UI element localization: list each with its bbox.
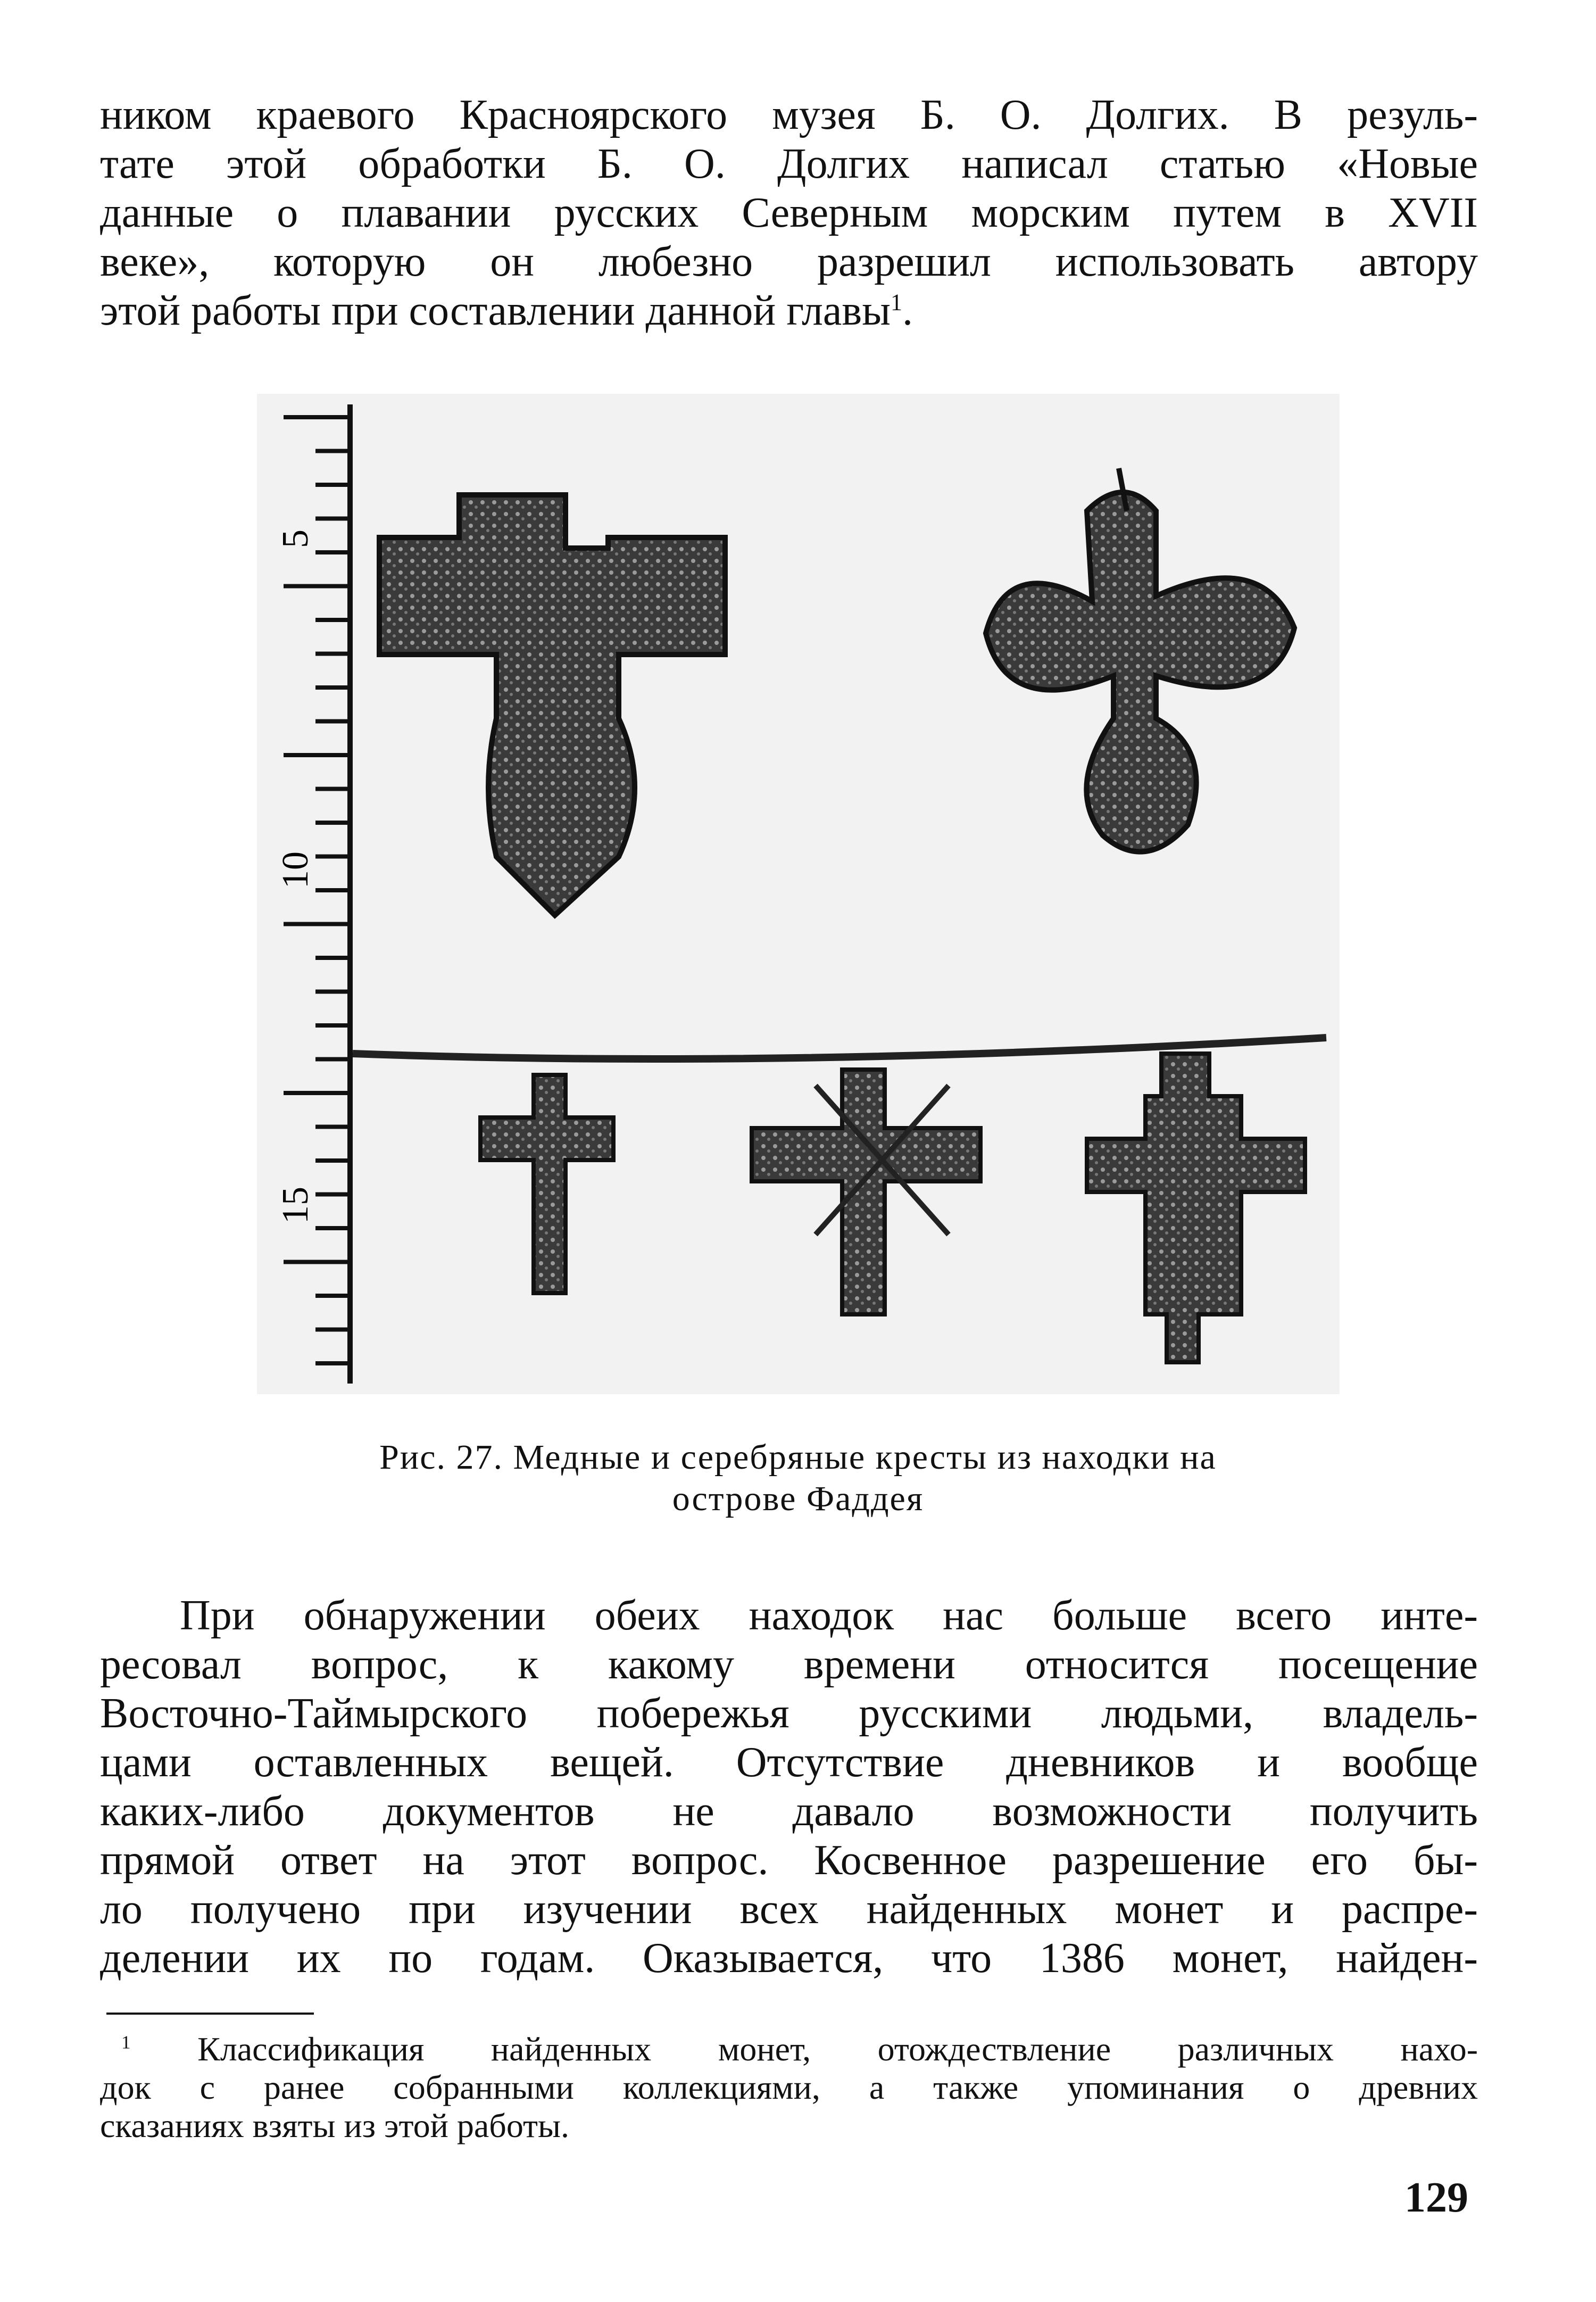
- ruler-tick: [315, 855, 353, 859]
- ruler-tick: [284, 922, 353, 926]
- ruler-tick: [315, 1361, 353, 1365]
- ruler-tick: [315, 956, 353, 960]
- body-paragraph: [100, 1591, 1478, 1983]
- caption-line: острове Фаддея: [672, 1479, 924, 1518]
- footnote: [100, 2030, 1478, 2145]
- ruler-tick: [315, 888, 353, 892]
- text-line: данные о плавании русских Северным морским путем в XVII: [100, 189, 1478, 236]
- text-line: ресовал вопрос, к какому времени относится посещение: [100, 1641, 1478, 1688]
- ruler-label-15: 15: [275, 1187, 316, 1224]
- period: .: [902, 287, 913, 334]
- ruler-tick: [315, 685, 353, 690]
- text-line-last: [100, 286, 1478, 335]
- ruler-tick: [284, 415, 353, 419]
- footnote-line: док с ранее собранными коллекциями, а также упоминания о древних: [100, 2068, 1478, 2106]
- text-line: этой работы при составлении данной главы: [100, 287, 891, 334]
- figure-caption: [245, 1437, 1351, 1520]
- page-number: 129: [1404, 2174, 1468, 2221]
- figure-photo-crosses: [257, 394, 1340, 1394]
- ruler-tick: [315, 719, 353, 724]
- footnote-line: [100, 2030, 1478, 2068]
- ruler-tick: [315, 990, 353, 994]
- ruler-label-10: 10: [275, 851, 316, 889]
- footnote-marker: 1: [121, 2032, 131, 2053]
- ruler-label-5: 5: [275, 529, 316, 548]
- ruler-tick: [315, 618, 353, 622]
- text-line: веке», которую он любезно разрешил использовать автору: [100, 238, 1478, 285]
- text-line: тате этой обработки Б. О. Долгих написал статью «Новые: [100, 140, 1478, 187]
- ruler-tick: [315, 787, 353, 791]
- ruler-tick: [315, 1057, 353, 1062]
- ruler-tick: [315, 449, 353, 453]
- ruler-tick: [315, 1226, 353, 1230]
- text-line: делении их по годам. Оказывается, что 1386 монет, найден-: [100, 1935, 1478, 1982]
- text-line: При обнаружении обеих находок нас больше всего инте-: [180, 1592, 1478, 1639]
- footnote-divider: [106, 2013, 314, 2015]
- ruler-tick: [284, 753, 353, 757]
- ruler-tick: [284, 584, 353, 589]
- ruler-tick: [315, 550, 353, 554]
- text-line: прямой ответ на этот вопрос. Косвенное разрешение его бы-: [100, 1837, 1478, 1884]
- caption-line: Рис. 27. Медные и серебряные кресты из находки на: [379, 1438, 1217, 1477]
- ruler-tick: [315, 483, 353, 487]
- text-line: Восточно-Таймырского побережья русскими людьми, владель-: [100, 1690, 1478, 1737]
- footnote-line: сказаниях взяты из этой работы.: [100, 2107, 569, 2144]
- text-line: ником краевого Красноярского музея Б. О. Долгих. В резуль-: [100, 92, 1478, 138]
- ruler-tick: [315, 517, 353, 521]
- ruler-tick: [315, 1023, 353, 1028]
- ruler-tick: [284, 1260, 353, 1264]
- ruler-tick: [315, 1193, 353, 1197]
- text-line: ло получено при изучении всех найденных монет и распре-: [100, 1886, 1478, 1933]
- ruler-tick: [315, 652, 353, 656]
- footnote-reference[interactable]: 1: [890, 289, 902, 316]
- footnote-text: Классификация найденных монет, отождествление различных нахо-: [197, 2030, 1478, 2068]
- ruler-tick: [315, 1328, 353, 1332]
- ruler-tick: [284, 1091, 353, 1095]
- top-paragraph: [100, 90, 1478, 335]
- text-line: каких-либо документов не давало возможности получить: [100, 1788, 1478, 1835]
- ruler-tick: [315, 1158, 353, 1163]
- ruler-tick: [315, 1125, 353, 1129]
- text-line: цами оставленных вещей. Отсутствие дневников и вообще: [100, 1739, 1478, 1786]
- ruler-tick: [315, 1294, 353, 1298]
- ruler-tick: [315, 821, 353, 825]
